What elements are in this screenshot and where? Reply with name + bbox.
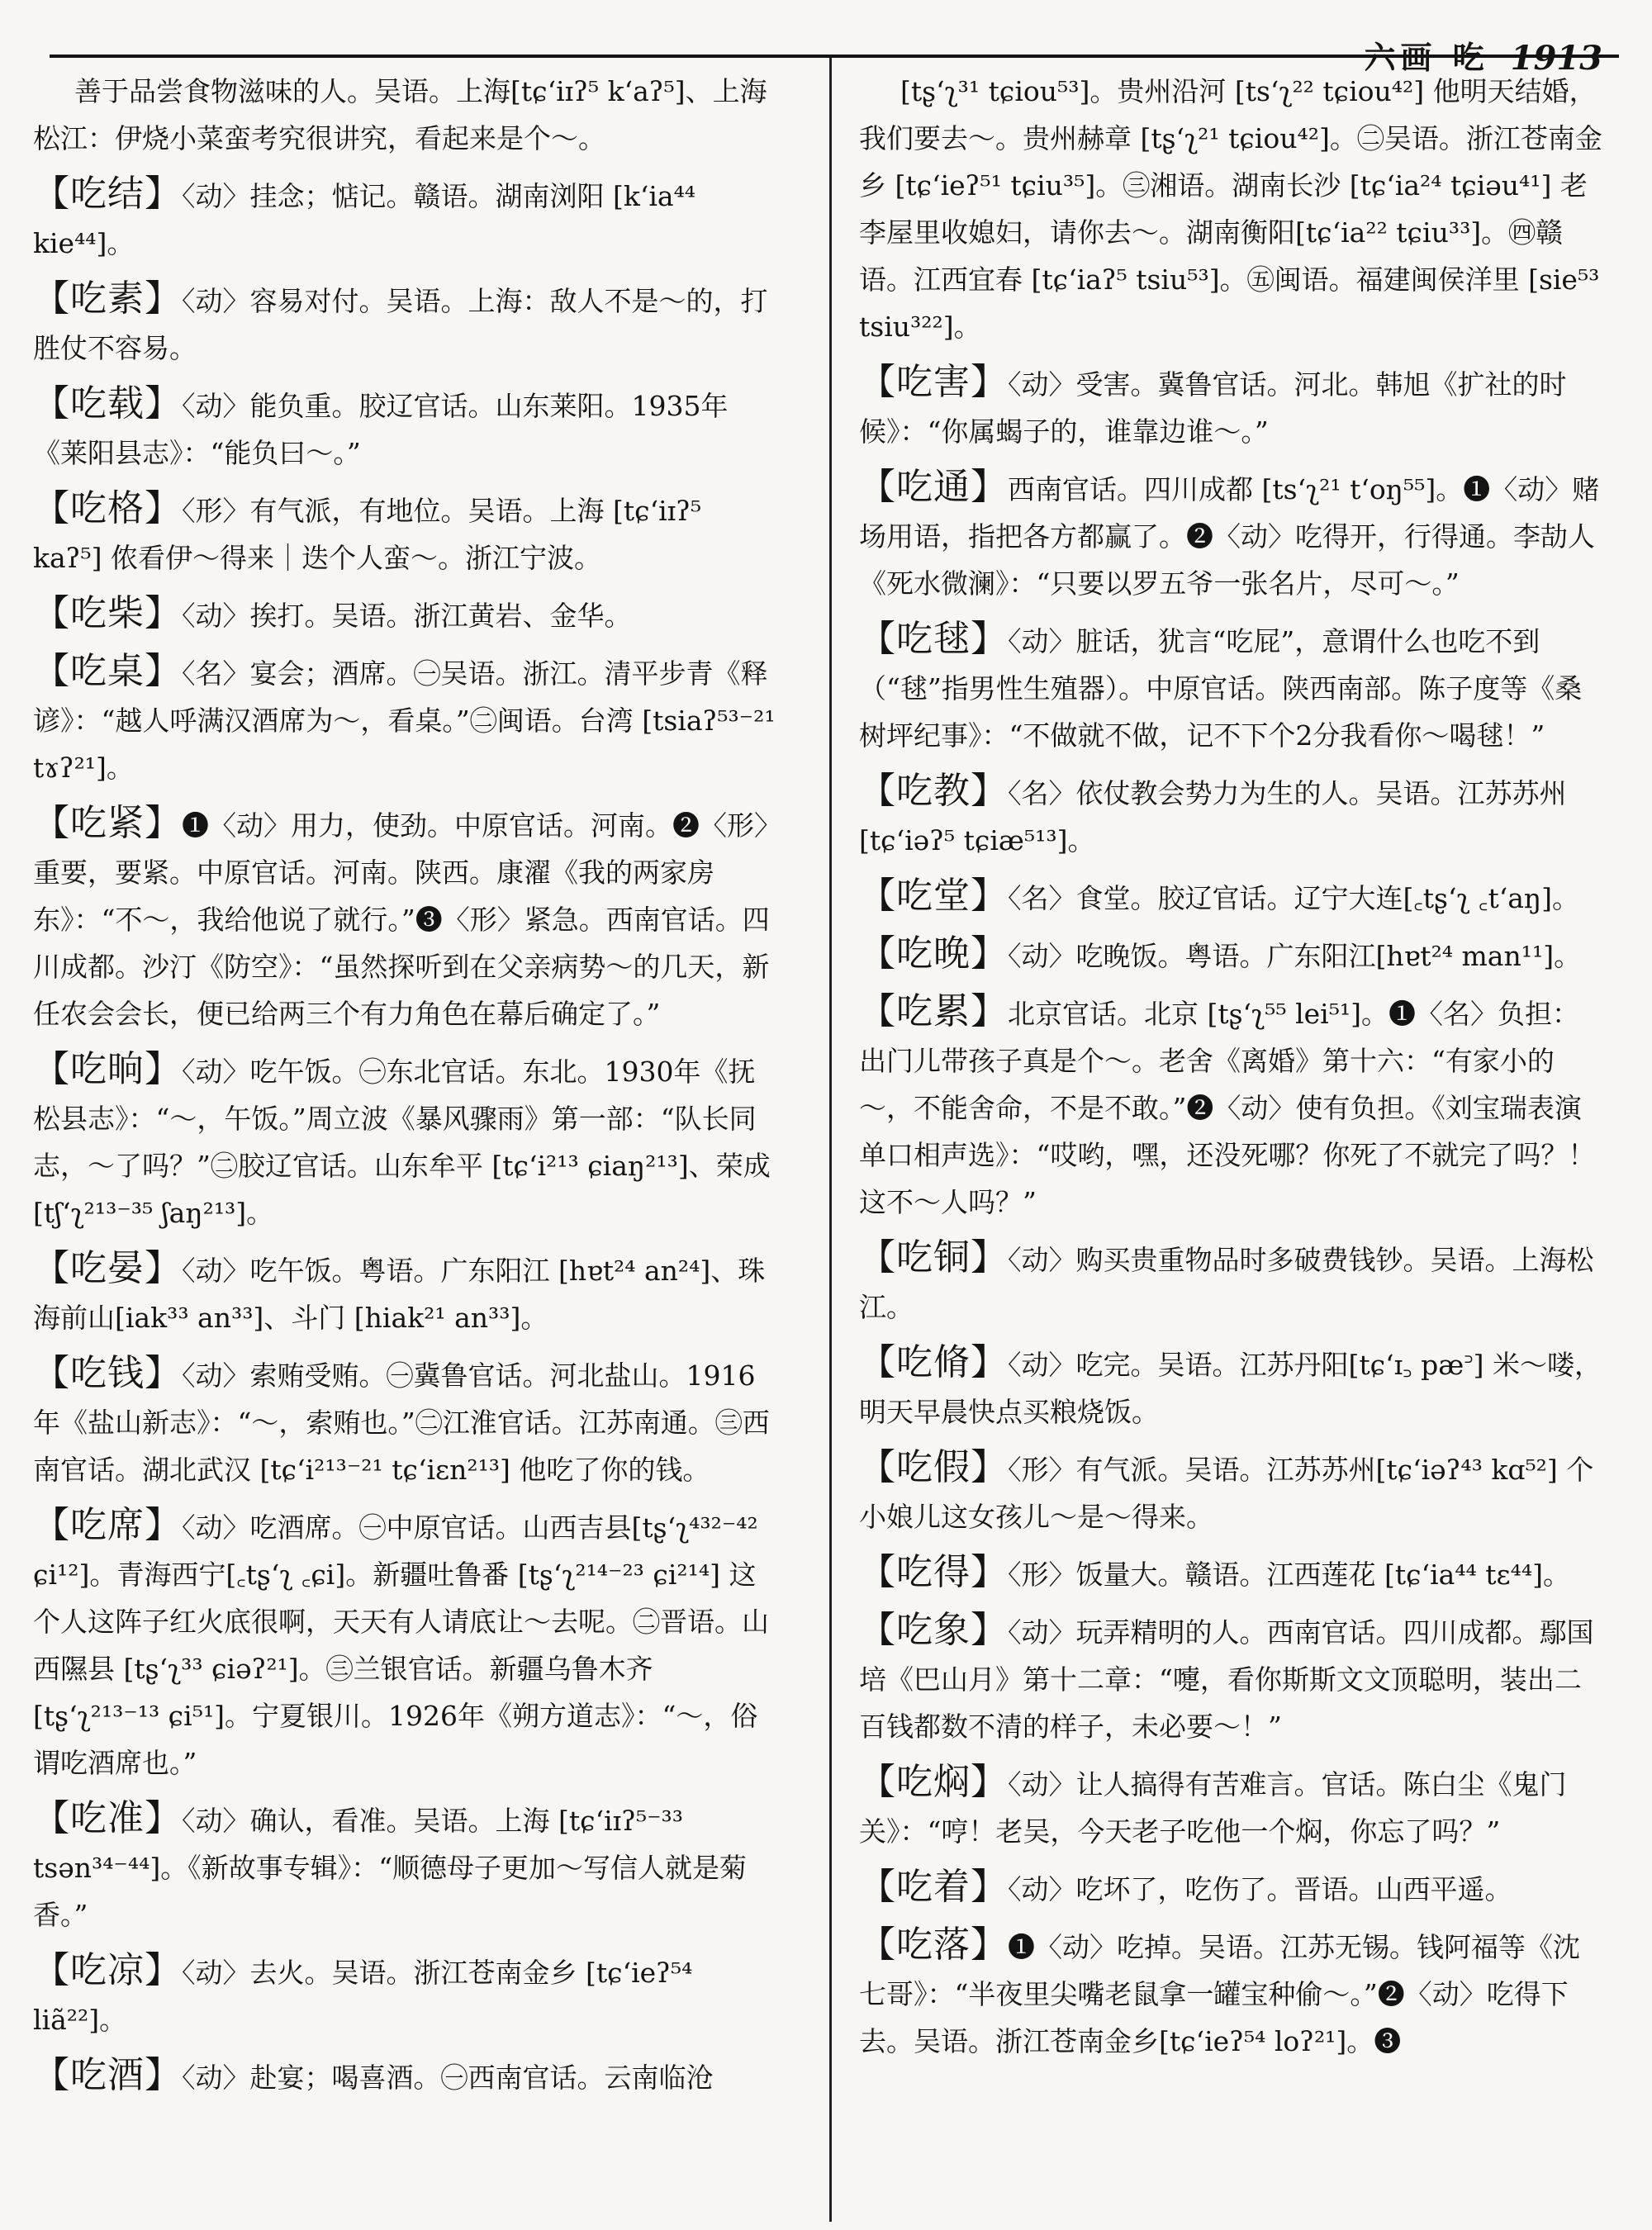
entry-definition: 〈名〉食堂。胶辽官话。辽宁大连[꜀tʂʻʅ ꜀tʻaŋ]。 bbox=[1008, 882, 1580, 914]
entry-headword: 【吃象】 bbox=[859, 1609, 1008, 1651]
page-number: 1913 bbox=[1510, 39, 1602, 78]
dictionary-entry bbox=[859, 988, 1602, 1226]
entry-definition: 〈动〉确认，看准。吴语。上海 [tɕʻiɪʔ⁵⁻³³ tsən³⁴⁻⁴⁴]。《新故事专辑》：“顺德母子更加～写信人就是菊香。” bbox=[33, 1805, 748, 1931]
entry-headword: 【吃害】 bbox=[859, 361, 1008, 403]
entry-definition: 〈动〉吃午饭。粤语。广东阳江 [hɐt²⁴ an²⁴]、珠海前山[iak³³ an³³]、斗门 [hiak²¹ an³³]。 bbox=[33, 1255, 766, 1334]
dictionary-entry bbox=[33, 1947, 776, 2043]
entry-definition: 〈动〉吃坏了，吃伤了。晋语。山西平遥。 bbox=[1008, 1873, 1512, 1905]
entry-headword: 【吃素】 bbox=[33, 278, 182, 320]
entry-headword: 【吃凉】 bbox=[33, 1949, 182, 1991]
entry-definition: 〈动〉玩弄精明的人。西南官话。四川成都。鄢国培《巴山月》第十二章：“嚏，看你斯斯文文顶聪明，装出二百钱都数不清的样子，未必要～！” bbox=[859, 1616, 1594, 1743]
entry-headword: 【吃得】 bbox=[859, 1551, 1008, 1593]
entry-headword: 【吃脩】 bbox=[859, 1341, 1008, 1383]
entry-headword: 【吃着】 bbox=[859, 1866, 1008, 1908]
entry-headword: 【吃落】 bbox=[859, 1924, 1008, 1966]
section-title: 六画 吃 bbox=[1364, 39, 1489, 76]
dictionary-entry bbox=[33, 1795, 776, 1938]
entry-definition: 〈形〉有气派。吴语。江苏苏州[tɕʻiəʔ⁴³ kɑ⁵²] 个小娘儿这女孩儿～是～得来。 bbox=[859, 1454, 1594, 1533]
entry-headword: 【吃晚】 bbox=[859, 932, 1008, 975]
dictionary-entry bbox=[33, 380, 776, 477]
entry-headword: 【吃堂】 bbox=[859, 875, 1008, 917]
entry-headword: 【吃晏】 bbox=[33, 1247, 182, 1289]
dictionary-entry bbox=[859, 615, 1602, 759]
dictionary-entry bbox=[33, 648, 776, 791]
entry-headword: 【吃准】 bbox=[33, 1797, 182, 1839]
header-rule bbox=[50, 55, 1619, 58]
entry-definition: 〈动〉吃完。吴语。江苏丹阳[tɕʻɪ꜆ pæ꜄] 米～喽，明天早晨快点买粮烧饭。 bbox=[859, 1349, 1602, 1428]
entry-headword: 【吃晌】 bbox=[33, 1048, 182, 1090]
entry-definition: 〈形〉有气派，有地位。吴语。上海 [tɕʻiɪʔ⁵ kaʔ⁵] 侬看伊～得来｜迭个人蛮～。浙江宁波。 bbox=[33, 495, 702, 574]
entry-headword: 【吃格】 bbox=[33, 487, 182, 529]
dictionary-entry bbox=[859, 463, 1602, 607]
entry-definition: 〈动〉去火。吴语。浙江苍南金乡 [tɕʻieʔ⁵⁴ liã²²]。 bbox=[33, 1957, 693, 2036]
entry-headword: 【吃席】 bbox=[33, 1504, 182, 1546]
dictionary-entry bbox=[33, 799, 776, 1037]
entry-headword: 【吃铜】 bbox=[859, 1236, 1008, 1279]
entry-definition: 〈动〉脏话，犹言“吃屁”，意谓什么也吃不到（“毬”指男性生殖器）。中原官话。陕西南部。陈子度等《桑树坪纪事》：“不做就不做，记不下个2分我看你～喝毬！” bbox=[859, 625, 1583, 752]
dictionary-entry bbox=[859, 1758, 1602, 1855]
dictionary-entry bbox=[33, 1046, 776, 1236]
dictionary-entry bbox=[859, 358, 1602, 455]
entry-definition: 〈动〉赴宴；喝喜酒。㊀西南官话。云南临沧 bbox=[182, 2062, 714, 2094]
entry-headword: 【吃结】 bbox=[33, 173, 182, 215]
entry-definition: 〈形〉饭量大。赣语。江西莲花 [tɕʻia⁴⁴ tɛ⁴⁴]。 bbox=[1008, 1559, 1570, 1591]
entry-headword: 【吃焖】 bbox=[859, 1761, 1008, 1803]
entry-headword: 【吃柴】 bbox=[33, 592, 182, 634]
entry-headword: 【吃桌】 bbox=[33, 650, 182, 692]
dictionary-entry bbox=[859, 1921, 1602, 2065]
dictionary-entry bbox=[33, 170, 776, 267]
entry-definition: 〈动〉挨打。吴语。浙江黄岩、金华。 bbox=[182, 600, 632, 632]
entry-definition: 〈动〉购买贵重物品时多破费钱钞。吴语。上海松江。 bbox=[859, 1244, 1594, 1323]
entry-definition: 北京官话。北京 [tʂʻʅ⁵⁵ lei⁵¹]。❶〈名〉负担：出门儿带孩子真是个～。老舍《离婚》第十六：“有家小的～，不能舍命，不是不敢。”❷〈动〉使有负担。《刘宝瑞表演单口相声选》：“哎哟，嘿，还没死哪？你死了不就完了吗？！这不～人吗？” bbox=[859, 998, 1596, 1218]
entry-definition: 〈动〉吃午饭。㊀东北官话。东北。1930年《抚松县志》：“～，午饭。”周立波《暴风骤雨》第一部：“队长同志，～了吗？”㊁胶辽官话。山东牟平 [tɕʻi²¹³ ɕiaŋ²¹³]、荣成 [tʃʻʅ²¹³⁻³⁵ ʃaŋ²¹³]。 bbox=[33, 1056, 771, 1229]
dictionary-entry bbox=[33, 2052, 776, 2101]
dictionary-entry bbox=[33, 485, 776, 581]
dictionary-entry bbox=[859, 1234, 1602, 1331]
entry-definition: 〈动〉索贿受贿。㊀冀鲁官话。河北盐山。1916年《盐山新志》：“～，索贿也。”㊁江淮官话。江苏南通。㊂西南官话。湖北武汉 [tɕʻi²¹³⁻²¹ tɕʻiɛn²¹³] 他吃了你的钱。 bbox=[33, 1359, 770, 1486]
dictionary-entry bbox=[33, 1245, 776, 1341]
entry-definition: 〈动〉容易对付。吴语。上海：敌人不是～的，打胜仗不容易。 bbox=[33, 285, 768, 364]
entry-headword: 【吃教】 bbox=[859, 770, 1008, 812]
entry-definition: 〈名〉宴会；酒席。㊀吴语。浙江。清平步青《释谚》：“越人呼满汉酒席为～，看桌。”㊁闽语。台湾 [tsiaʔ⁵³⁻²¹ tɤʔ²¹]。 bbox=[33, 657, 776, 784]
entry-headword: 【吃通】 bbox=[859, 466, 1008, 508]
entry-definition: [tʂʻʅ³¹ tɕiou⁵³]。贵州沿河 [tsʻʅ²² tɕiou⁴²] 他明天结婚，我们要去～。贵州赫章 [tʂʻʅ²¹ tɕiou⁴²]。㊁吴语。浙江苍南金乡 [tɕʻieʔ⁵¹ tɕiu³⁵]。㊂湘语。湖南长沙 [tɕʻia²⁴ tɕiəu⁴¹] 老李屋里收媳妇，请你去～。湖南衡阳[tɕʻia²² tɕiu³³]。㊃赣语。江西宜春 [tɕʻiaʔ⁵ tsiu⁵³]。㊄闽语。福建闽侯洋里 [sie⁵³ tsiu³²²]。 bbox=[859, 75, 1602, 343]
entry-headword: 【吃累】 bbox=[859, 990, 1008, 1032]
dictionary-entry bbox=[33, 275, 776, 372]
dictionary-entry bbox=[859, 1339, 1602, 1435]
dictionary-entry bbox=[859, 767, 1602, 864]
entry-headword: 【吃钱】 bbox=[33, 1352, 182, 1394]
entry-headword: 【吃假】 bbox=[859, 1446, 1008, 1488]
entry-headword: 【吃载】 bbox=[33, 382, 182, 425]
dictionary-entry bbox=[859, 872, 1602, 922]
dictionary-entry bbox=[859, 1863, 1602, 1913]
entry-definition: 〈名〉依仗教会势力为生的人。吴语。江苏苏州 [tɕʻiəʔ⁵ tɕiæ⁵¹³]。 bbox=[859, 777, 1567, 856]
dictionary-entry bbox=[859, 1549, 1602, 1598]
dictionary-entry bbox=[859, 930, 1602, 980]
dictionary-entry bbox=[859, 1444, 1602, 1540]
entry-definition: 善于品尝食物滋味的人。吴语。上海[tɕʻiɪʔ⁵ kʻaʔ⁵]、上海松江：伊烧小菜蛮考究很讲究，看起来是个～。 bbox=[33, 75, 767, 154]
entry-definition: 〈动〉吃酒席。㊀中原官话。山西吉县[tʂʻʅ⁴³²⁻⁴² ɕi¹²]。青海西宁[꜀tʂʻʅ ꜀ɕi]。新疆吐鲁番 [tʂʻʅ²¹⁴⁻²³ ɕi²¹⁴] 这个人这阵子红火底很啊，天天有人请底让～去呢。㊁晋语。山西隰县 [tʂʻʅ³³ ɕiəʔ²¹]。㊂兰银官话。新疆乌鲁木齐[tʂʻʅ²¹³⁻¹³ ɕi⁵¹]。宁夏银川。1926年《朔方道志》：“～，俗谓吃酒席也。” bbox=[33, 1511, 769, 1779]
entry-definition: 西南官话。四川成都 [tsʻʅ²¹ tʻoŋ⁵⁵]。❶〈动〉赌场用语，指把各方都赢了。❷〈动〉吃得开，行得通。李劼人《死水微澜》：“只要以罗五爷一张名片，尽可～。” bbox=[859, 473, 1600, 600]
entry-definition: 〈动〉让人搞得有苦难言。官话。陈白尘《鬼门关》：“哼！老吴，今天老子吃他一个焖，你忘了吗？” bbox=[859, 1768, 1567, 1848]
dictionary-entry bbox=[859, 1606, 1602, 1750]
left-column bbox=[33, 68, 776, 2109]
entry-headword: 【吃毬】 bbox=[859, 618, 1008, 660]
entry-definition: 〈动〉吃晚饭。粤语。广东阳江[hɐt²⁴ man¹¹]。 bbox=[1008, 940, 1582, 972]
dictionary-entry bbox=[33, 590, 776, 639]
entry-definition: 〈动〉受害。冀鲁官话。河北。韩旭《扩社的时候》：“你属蝎子的，谁靠边谁～。” bbox=[859, 368, 1567, 448]
right-column bbox=[859, 68, 1602, 2073]
dictionary-entry bbox=[33, 1502, 776, 1786]
dictionary-entry bbox=[859, 68, 1602, 350]
dictionary-entry bbox=[33, 1350, 776, 1493]
entry-definition: 〈动〉能负重。胶辽官话。山东莱阳。1935年《莱阳县志》：“能负曰～。” bbox=[33, 390, 729, 469]
dictionary-entry bbox=[33, 68, 776, 162]
entry-definition: ❶〈动〉吃掉。吴语。江苏无锡。钱阿福等《沈七哥》：“半夜里尖嘴老鼠拿一罐宝种偷～。”❷〈动〉吃得下去。吴语。浙江苍南金乡[tɕʻieʔ⁵⁴ loʔ²¹]。❸ bbox=[859, 1931, 1580, 2057]
entry-definition: ❶〈动〉用力，使劲。中原官话。河南。❷〈形〉重要，要紧。中原官话。河南。陕西。康濯《我的两家房东》：“不～，我给他说了就行。”❸〈形〉紧急。西南官话。四川成都。沙汀《防空》：“虽然探听到在父亲病势～的几天，新任农会会长，便已给两三个有力角色在幕后确定了。” bbox=[33, 809, 770, 1030]
entry-headword: 【吃酒】 bbox=[33, 2054, 182, 2096]
column-divider bbox=[829, 58, 832, 2222]
entry-headword: 【吃紧】 bbox=[33, 802, 182, 844]
entry-definition: 〈动〉挂念；惦记。赣语。湖南浏阳 [kʻia⁴⁴ kie⁴⁴]。 bbox=[33, 180, 696, 259]
